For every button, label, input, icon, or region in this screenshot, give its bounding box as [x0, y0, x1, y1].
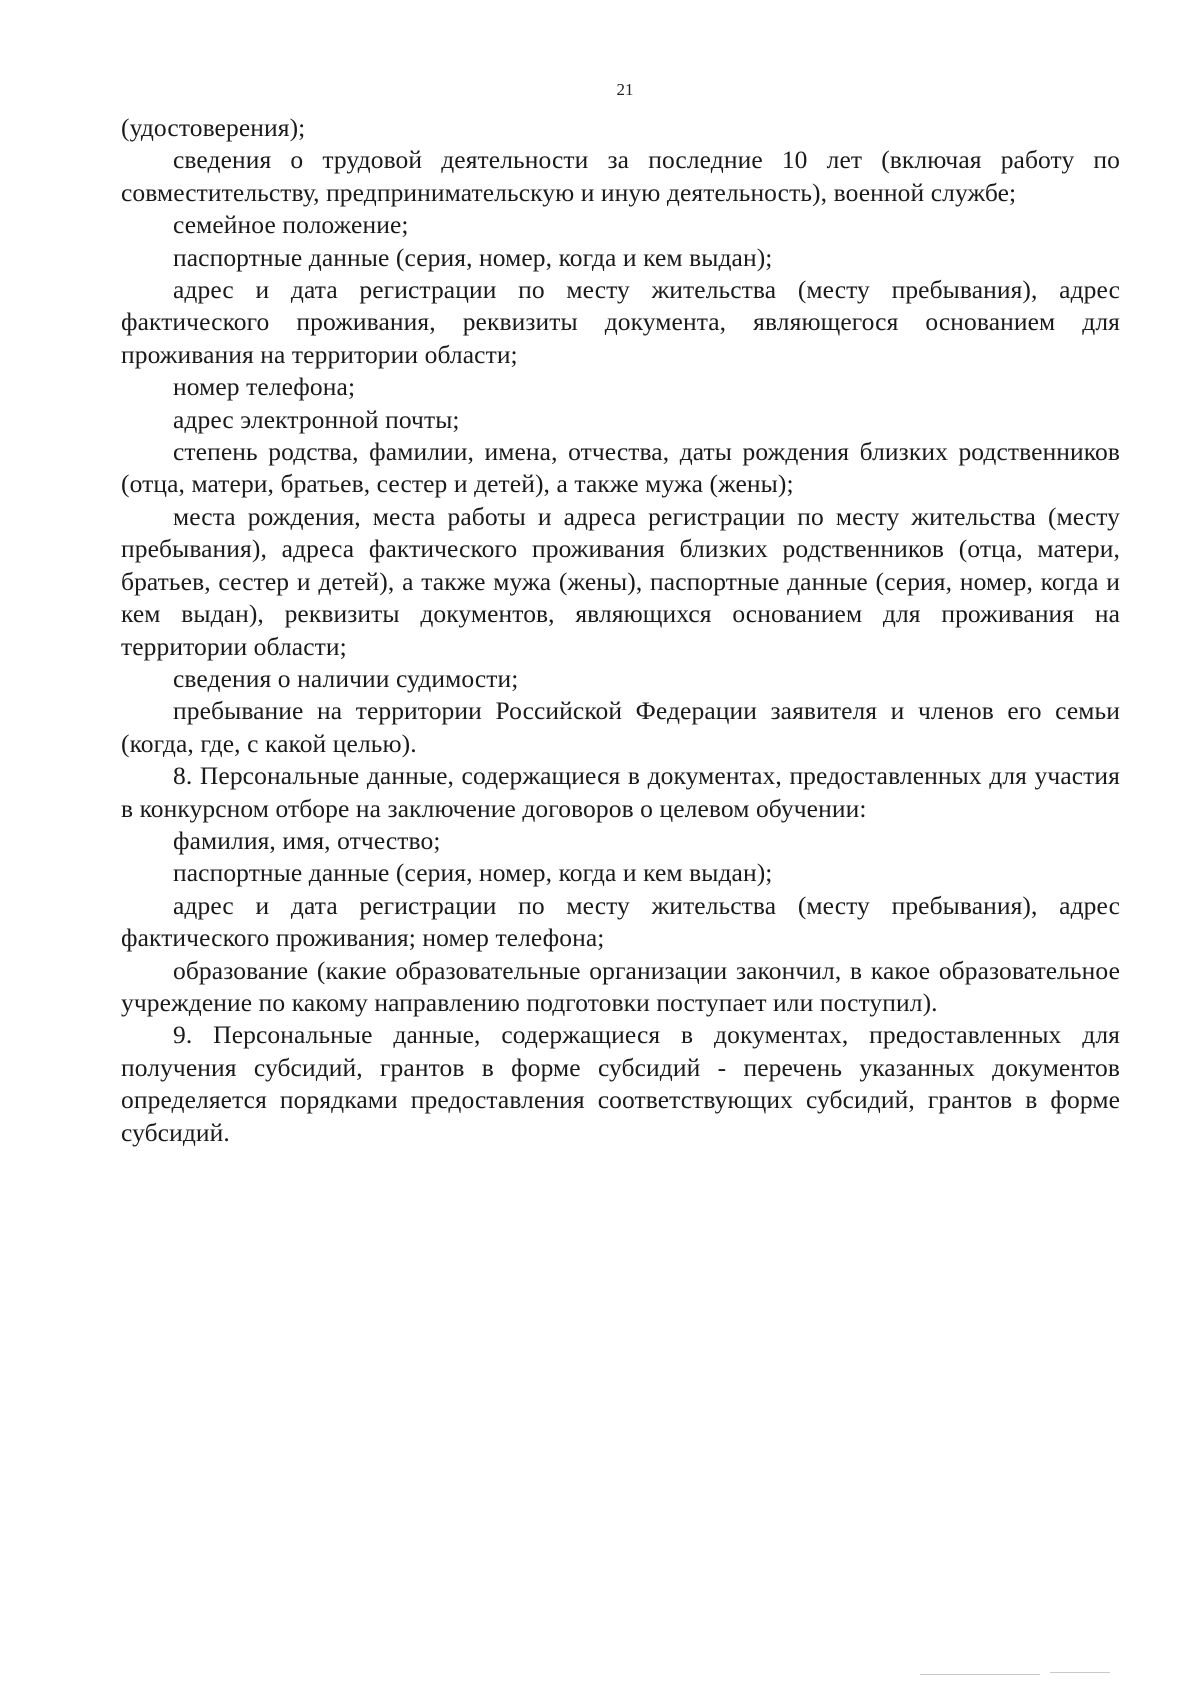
- paragraph: адрес и дата регистрации по месту жительства (месту пребывания), адрес фактического проживания; номер телефона;: [121, 890, 1120, 953]
- paragraph: паспортные данные (серия, номер, когда и кем выдан);: [173, 858, 773, 888]
- document-body: [121, 112, 1120, 1149]
- paragraph: (удостоверения);: [121, 113, 306, 142]
- paragraph: образование (какие образовательные организации закончил, в какое образовательное учреждение по какому направлению подготовки поступает или поступил).: [121, 955, 1120, 1017]
- scan-artifact-line: [1050, 1672, 1110, 1673]
- paragraph: сведения о наличии судимости;: [173, 663, 519, 693]
- paragraph: степень родства, фамилии, имена, отчества, даты рождения близких родственников (отца, матери, братьев, сестер и детей), а также мужа (жены);: [121, 437, 1120, 499]
- paragraph: паспортные данные (серия, номер, когда и кем выдан);: [173, 242, 773, 272]
- paragraph: адрес и дата регистрации по месту жительства (месту пребывания), адрес фактического проживания, реквизиты документа, являющегося основанием для проживания на территории области;: [121, 275, 1120, 369]
- paragraph: номер телефона;: [173, 372, 356, 402]
- page-number: 21: [616, 80, 634, 99]
- scan-artifact-line: [920, 1674, 1040, 1675]
- paragraph: пребывание на территории Российской Федерации заявителя и членов его семьи (когда, где, с какой целью).: [121, 696, 1120, 758]
- paragraph-section-8: 8. Персональные данные, содержащиеся в документах, предоставленных для участия в конкурсном отборе на заключение договоров о целевом обучении:: [121, 761, 1120, 823]
- paragraph: адрес электронной почты;: [173, 404, 460, 434]
- paragraph: сведения о трудовой деятельности за последние 10 лет (включая работу по совместительству, предпринимательскую и иную деятельность), военной службе;: [121, 145, 1120, 207]
- paragraph: фамилия, имя, отчество;: [173, 825, 441, 855]
- paragraph: семейное положение;: [173, 210, 409, 240]
- paragraph-section-9: 9. Персональные данные, содержащиеся в документах, предоставленных для получения субсидий, грантов в форме субсидий - перечень указанных документов определяется порядками предоставления соответствующих субсидий, грантов в форме субсидий.: [121, 1020, 1120, 1147]
- paragraph: места рождения, места работы и адреса регистрации по месту жительства (месту пребывания), адреса фактического проживания близких родственников (отца, матери, братьев, сестер и детей), а также мужа (жены), паспортные данные (серия, номер, когда и кем выдан), реквизиты документов, являющихся основанием для проживания на территории области;: [121, 501, 1120, 661]
